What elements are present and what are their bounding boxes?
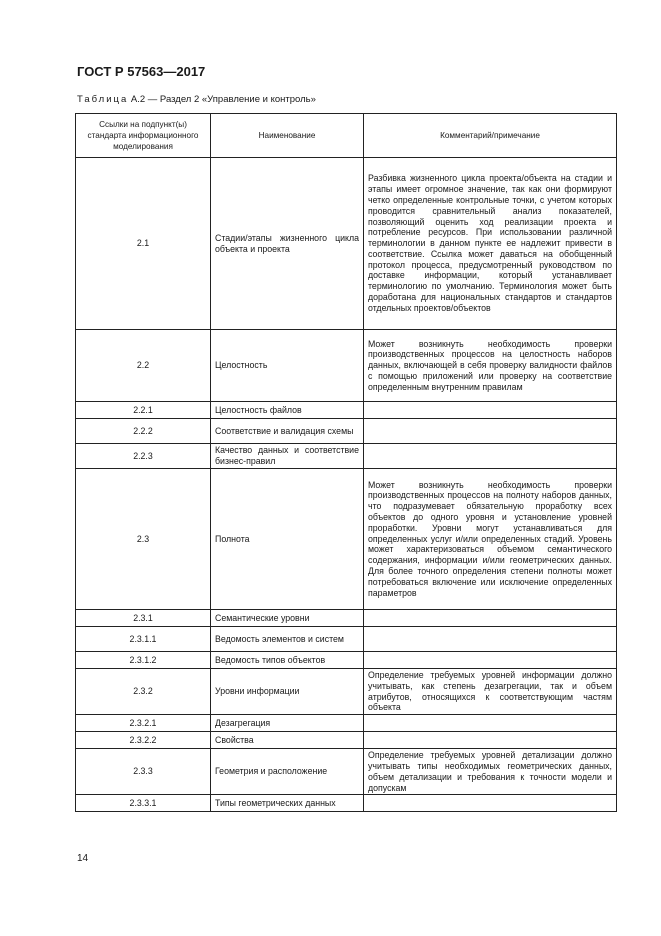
reference-cell: 2.2.2 [76,419,211,444]
name-cell: Целостность файлов [211,402,364,419]
table-caption [77,94,316,105]
name-cell: Дезагрегация [211,715,364,732]
reference-cell: 2.1 [76,158,211,330]
name-cell: Стадии/этапы жизненного цикла объекта и проекта [211,158,364,330]
name-cell: Геометрия и расположение [211,749,364,795]
table-row [76,158,617,330]
column-header-reference: Ссылки на подпункт(ы) стандарта информационного моделирования [76,114,211,158]
column-header-comment: Комментарий/примечание [364,114,617,158]
requirements-table-container [75,113,616,812]
requirements-table [75,113,617,812]
name-cell: Ведомость элементов и систем [211,627,364,652]
comment-cell: Определение требуемых уровней детализации должно учитывать типы необходимых геометрических данных, объем детализации и требования к точности модели и допускам [364,749,617,795]
reference-cell: 2.2 [76,330,211,402]
comment-cell [364,402,617,419]
comment-cell: Может возникнуть необходимость проверки производственных процессов на целостность наборов данных, включающей в себя проверку валидности файлов с помощью приложений или проверку на соответствие определенным внутренним правилам [364,330,617,402]
comment-cell [364,419,617,444]
comment-cell [364,715,617,732]
comment-cell [364,444,617,469]
table-body [76,158,617,812]
reference-cell: 2.3.3.1 [76,795,211,812]
comment-cell [364,627,617,652]
comment-cell: Определение требуемых уровней информации должно учитывать, как степень дезагрегации, так и объем атрибутов, относящихся к соответствующим частям объекта [364,669,617,715]
table-row [76,419,617,444]
table-row [76,669,617,715]
comment-cell [364,795,617,812]
table-row [76,715,617,732]
page-number: 14 [77,853,89,864]
reference-cell: 2.3.2 [76,669,211,715]
name-cell: Полнота [211,469,364,610]
table-row [76,652,617,669]
table-row [76,469,617,610]
table-row [76,444,617,469]
table-row [76,749,617,795]
reference-cell: 2.2.1 [76,402,211,419]
name-cell: Уровни информации [211,669,364,715]
reference-cell: 2.3.1 [76,610,211,627]
name-cell: Соответствие и валидация схемы [211,419,364,444]
table-row [76,330,617,402]
reference-cell: 2.2.3 [76,444,211,469]
document-title: ГОСТ Р 57563—2017 [77,64,206,79]
name-cell: Семантические уровни [211,610,364,627]
comment-cell: Разбивка жизненного цикла проекта/объекта на стадии и этапы имеет огромное значение, так как они формируют четко определенные контрольные точки, с учетом которых проводится сравнительный анализ показателей, позволяющий оценить ход реализации проекта и потребление ресурсов. При использовании различной терминологии в данном пункте ее надлежит привести в соответствие. Ссылка может даваться на обобщенный протокол процесса, предусмотренный руководством по доставке информации, который устанавливает терминологию по умолчанию. Терминология может быть доработана для национальных стандартов и стандартов отдельных проектов/объектов [364,158,617,330]
table-caption-label: Таблица [77,94,129,105]
column-header-name: Наименование [211,114,364,158]
name-cell: Типы геометрических данных [211,795,364,812]
reference-cell: 2.3 [76,469,211,610]
name-cell: Качество данных и соответствие бизнес-правил [211,444,364,469]
comment-cell [364,610,617,627]
name-cell: Целостность [211,330,364,402]
reference-cell: 2.3.1.1 [76,627,211,652]
table-header-row [76,114,617,158]
table-row [76,732,617,749]
table-caption-text: А.2 — Раздел 2 «Управление и контроль» [128,94,316,105]
comment-cell: Может возникнуть необходимость проверки производственных процессов на полноту наборов данных, что подразумевает обязательную проработку всех объектов до одного уровня и установление уровней проработки. Уровни могут устанавливаться для определенных услуг и/или определенных стадий. Уровень может характеризоваться объемом семантического содержания, информации и/или геометрических данных. Для более точного определения степени полноты может потребоваться включение или исключение определенных параметров [364,469,617,610]
table-row [76,795,617,812]
reference-cell: 2.3.2.2 [76,732,211,749]
comment-cell [364,652,617,669]
comment-cell [364,732,617,749]
reference-cell: 2.3.3 [76,749,211,795]
reference-cell: 2.3.1.2 [76,652,211,669]
name-cell: Ведомость типов объектов [211,652,364,669]
table-row [76,610,617,627]
name-cell: Свойства [211,732,364,749]
table-row [76,402,617,419]
reference-cell: 2.3.2.1 [76,715,211,732]
table-row [76,627,617,652]
